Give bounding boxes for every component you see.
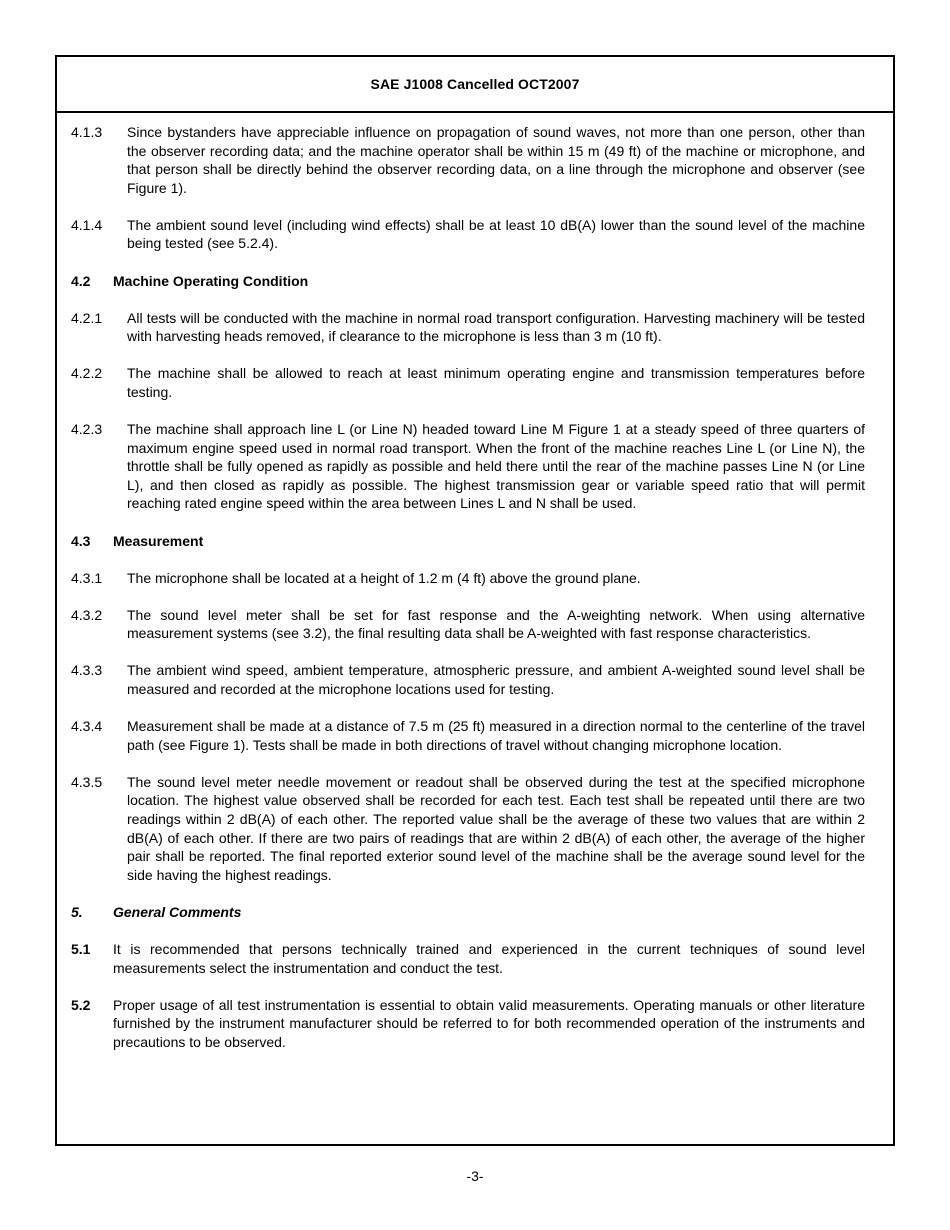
- section-heading-5: [71, 903, 865, 922]
- paragraph-number: 4.2.1: [71, 309, 103, 326]
- page-number: -3-: [466, 1168, 484, 1184]
- paragraph-4-3-1: [71, 569, 865, 588]
- paragraph-4-2-2: [71, 364, 865, 401]
- paragraph-number: 4.1.3: [71, 124, 103, 140]
- paragraph-text: The sound level meter shall be set for fast response and the A-weighting network. When using alternative measurement systems (see 3.2), the final resulting data shall be A-weighted with fast response characteristics.: [127, 606, 865, 642]
- page-frame: [55, 55, 895, 1146]
- section-number: 4.2: [71, 272, 91, 289]
- paragraph-text: The sound level meter needle movement or readout shall be observed during the test at the specified microphone location. The highest value observed shall be recorded for each test. Each test shall be repeated until there are two readings within 2 dB(A) of each other. The reported value shall be the average of these two values that are within 2 dB(A) of each other. If there are two pairs of readings that are within 2 dB(A) of each other, the average of the higher pair shall be reported. The final reported exterior sound level of the machine shall be the average sound level for the side having the highest readings.: [127, 773, 865, 883]
- paragraph-text: The ambient wind speed, ambient temperature, atmospheric pressure, and ambient A-weighted sound level shall be measured and recorded at the microphone locations used for testing.: [127, 662, 865, 697]
- paragraph-number: 4.1.4: [71, 216, 103, 233]
- paragraph-4-3-4: [71, 717, 865, 754]
- section-heading-4-3: [71, 532, 865, 551]
- document-body: [57, 113, 893, 1051]
- paragraph-text: The machine shall approach line L (or Line N) headed toward Line M Figure 1 at a steady speed of three quarters of maximum engine speed used in normal road transport. When the front of the machine reaches Line L (or Line N), the throttle shall be fully opened as rapidly as possible and held there until the rear of the machine passes Line N (or Line L), and then closed as rapidly as possible. The highest transmission gear or variable speed ratio that will permit reaching rated engine speed within the area between Lines L and N shall be used.: [127, 421, 865, 512]
- paragraph-number: 4.2.2: [71, 365, 103, 382]
- section-title: Measurement: [113, 532, 204, 549]
- paragraph-5-2: [71, 996, 865, 1052]
- paragraph-text: All tests will be conducted with the machine in normal road transport configuration. Harvesting machinery will be tested with harvesting heads removed, if clearance to the microphone is less than 3 m (10 ft).: [127, 309, 865, 345]
- paragraph-number: 5.2: [71, 996, 91, 1013]
- paragraph-4-3-5: [71, 773, 865, 885]
- paragraph-text: Measurement shall be made at a distance of 7.5 m (25 ft) measured in a direction normal to the centerline of the travel path (see Figure 1). Tests shall be made in both directions of travel without changing microphone location.: [127, 718, 865, 753]
- paragraph-text: The machine shall be allowed to reach at least minimum operating engine and transmission temperatures before testing.: [127, 365, 865, 400]
- paragraph-number: 5.1: [71, 940, 91, 957]
- paragraph-number: 4.3.2: [71, 606, 103, 623]
- section-number: 4.3: [71, 532, 91, 549]
- paragraph-number: 4.3.5: [71, 773, 103, 790]
- section-title: Machine Operating Condition: [113, 272, 309, 289]
- paragraph-text: Proper usage of all test instrumentation is essential to obtain valid measurements. Operating manuals or other literature furnished by the instrument manufacturer should be referred to for both recommended operation of the instruments and precautions to be observed.: [113, 996, 865, 1050]
- paragraph-5-1: [71, 940, 865, 977]
- section-number: 5.: [71, 903, 83, 920]
- paragraph-4-1-3: [71, 123, 865, 197]
- paragraph-text: Since bystanders have appreciable influence on propagation of sound waves, not more than one person, other than the observer recording data; and the machine operator shall be within 15 m (49 ft) of the machine or microphone, and that person shall be directly behind the observer recording data, on a line through the microphone and observer (see Figure 1).: [127, 124, 865, 196]
- paragraph-4-3-3: [71, 661, 865, 698]
- paragraph-text: The microphone shall be located at a height of 1.2 m (4 ft) above the ground plane.: [127, 569, 641, 586]
- paragraph-text: The ambient sound level (including wind effects) shall be at least 10 dB(A) lower than the sound level of the machine being tested (see 5.2.4).: [127, 216, 865, 252]
- paragraph-4-1-4: [71, 216, 865, 253]
- section-heading-4-2: [71, 272, 865, 291]
- paragraph-number: 4.3.3: [71, 662, 103, 679]
- section-title: General Comments: [113, 903, 242, 920]
- paragraph-4-3-2: [71, 606, 865, 643]
- header-title: SAE J1008 Cancelled OCT2007: [370, 76, 580, 92]
- paragraph-4-2-3: [71, 420, 865, 513]
- paragraph-text: It is recommended that persons technically trained and experienced in the current techniques of sound level measurements select the instrumentation and conduct the test.: [113, 940, 865, 976]
- paragraph-number: 4.3.4: [71, 718, 103, 735]
- paragraph-number: 4.3.1: [71, 569, 103, 586]
- document-header: [57, 57, 893, 113]
- paragraph-4-2-1: [71, 309, 865, 346]
- paragraph-number: 4.2.3: [71, 421, 103, 438]
